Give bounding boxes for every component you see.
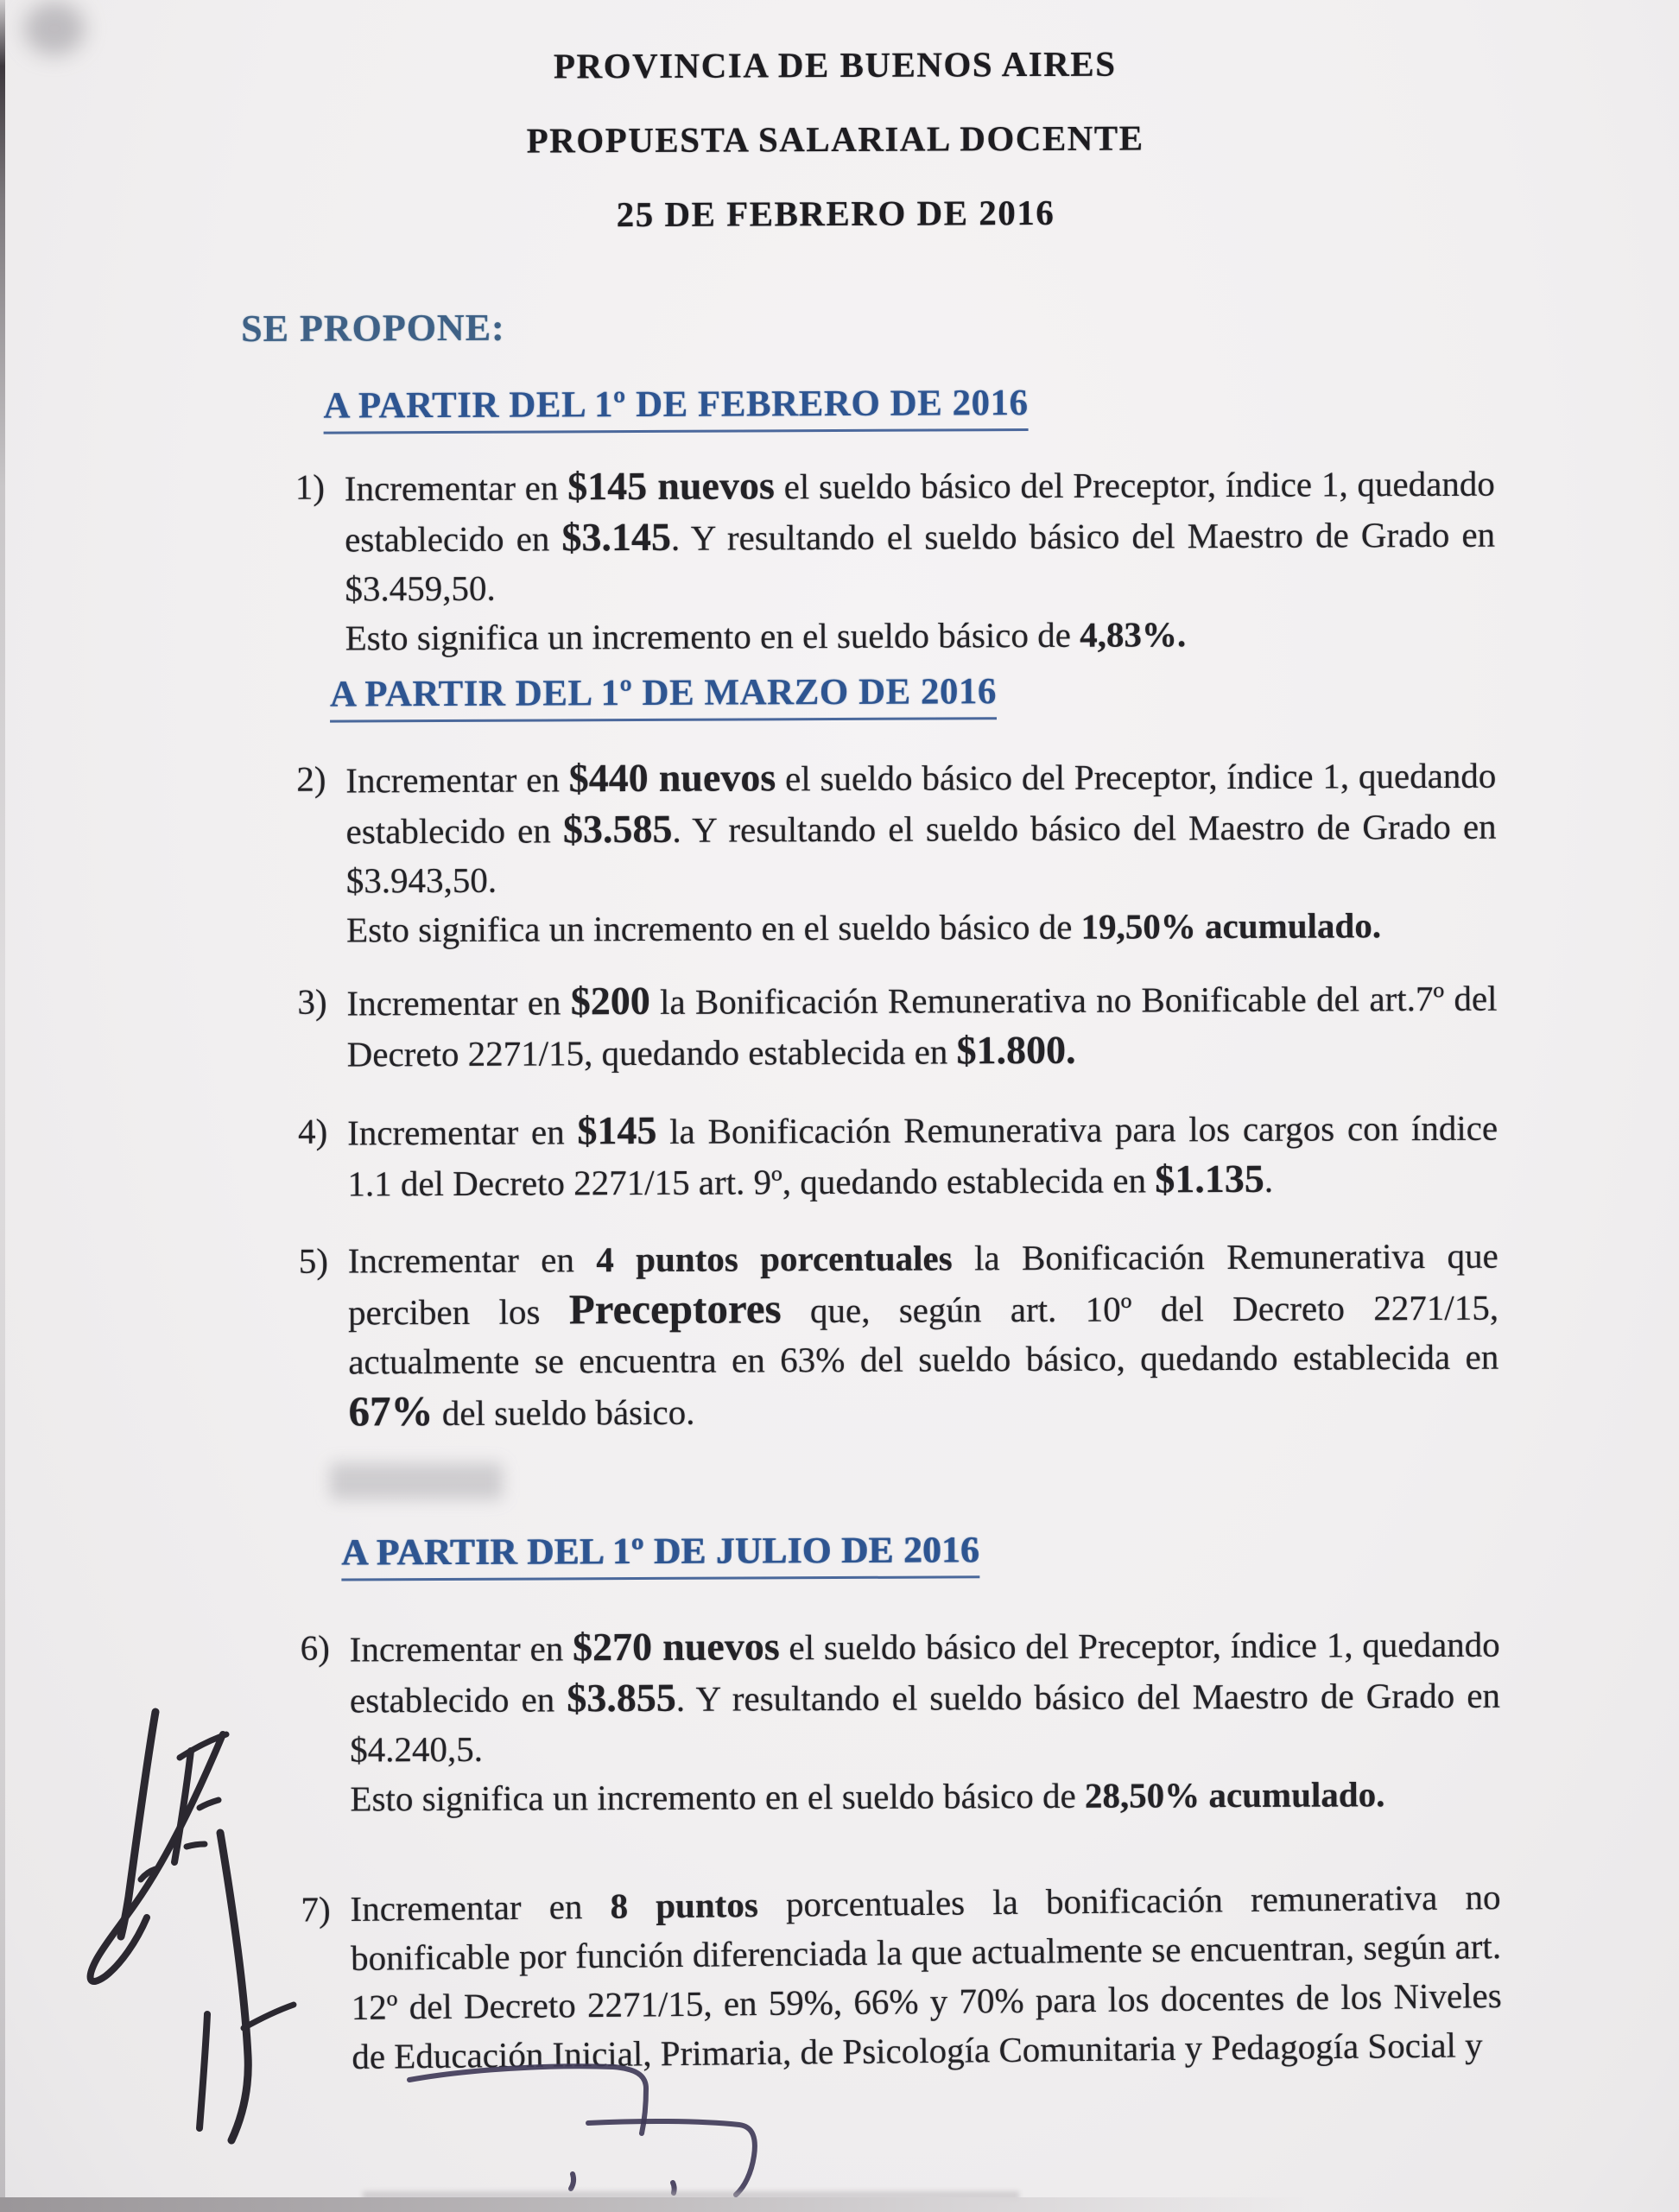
text-segment: 19,50% acumulado.	[1080, 905, 1382, 947]
list-item-2	[0, 749, 1678, 956]
amount-text: $3.585	[562, 806, 673, 852]
item-text	[346, 973, 1498, 1080]
document-title-line-3: 25 DE FEBRERO DE 2016	[616, 192, 1055, 235]
document-title-line-2: PROPUESTA SALARIAL DOCENTE	[526, 117, 1144, 161]
text-segment: Incrementar en	[349, 1628, 573, 1670]
item-text	[347, 1102, 1498, 1209]
section-heading: A PARTIR DEL 1º DE JULIO DE 2016	[341, 1529, 979, 1581]
text-segment: Esto significa un incremento en el sueldo básico de	[346, 906, 1081, 950]
text-segment: Preceptores	[568, 1284, 782, 1334]
item-text	[348, 1232, 1499, 1439]
item-paragraph	[350, 1619, 1501, 1775]
text-segment: .	[1264, 1159, 1274, 1200]
amount-text: $1.800.	[956, 1027, 1076, 1073]
item-paragraph	[345, 609, 1496, 663]
text-segment: que, según art. 10º del Decreto 2271/15, actualmente se encuentra en 63% del sueldo básico, quedando establecida en	[348, 1287, 1499, 1382]
text-segment: Incrementar en	[350, 1886, 611, 1929]
section-1	[0, 345, 1677, 664]
item-number: 1)	[295, 466, 326, 507]
item-text	[350, 1619, 1501, 1824]
item-number: 3)	[297, 981, 327, 1022]
amount-text: $145	[577, 1107, 657, 1153]
list-item-7	[3, 1871, 1679, 2085]
item-paragraph	[345, 458, 1496, 614]
item-paragraph	[347, 1102, 1498, 1209]
text-segment: Incrementar en	[347, 1112, 578, 1153]
text-segment: la Bonificación Remunerativa no Bonificable del art.7º del Decreto 2271/15, quedando establecida en	[346, 978, 1498, 1074]
text-segment: 8 puntos	[610, 1885, 759, 1926]
amount-text: $1.135	[1155, 1156, 1264, 1201]
text-segment: del sueldo básico.	[433, 1391, 695, 1434]
item-number: 7)	[301, 1889, 331, 1930]
item-text	[345, 750, 1497, 955]
text-segment: la Bonificación Remunerativa para los cargos con índice 1.1 del Decreto 2271/15 art. 9º, quedando establecida en	[347, 1107, 1498, 1204]
text-segment: el sueldo básico del Preceptor, índice 1, quedando establecido en	[349, 1624, 1500, 1721]
amount-text: $3.855	[567, 1675, 676, 1721]
item-paragraph	[350, 1770, 1500, 1824]
amount-text: $200	[570, 978, 650, 1024]
intro-heading: SE PROPONE:	[240, 306, 505, 351]
item-paragraph	[350, 1873, 1502, 2082]
text-segment: porcentuales la bonificación remunerativa no bonificable por función diferenciada la que actualmente se encuentran, según art. 12º del Decreto 2271/15, en 59%, 66% y 70% para los docentes de los Niveles de Educación Inicial, Primaria, de Psicología Comunitaria y Pedagogía Social y	[350, 1877, 1502, 2076]
list-item-6	[3, 1618, 1679, 1825]
sections-container	[0, 345, 1679, 2080]
item-paragraph	[346, 901, 1497, 955]
item-number: 6)	[300, 1627, 330, 1668]
text-segment: Incrementar en	[345, 759, 569, 801]
item-number: 5)	[298, 1240, 329, 1281]
item-number: 4)	[298, 1111, 328, 1151]
item-paragraph	[348, 1232, 1499, 1439]
section-3	[2, 1433, 1679, 2080]
text-segment: . Y resultando el sueldo básico del Maestro de Grado en $3.459,50.	[345, 514, 1496, 609]
text-segment: 67%	[348, 1387, 434, 1436]
text-segment: Esto significa un incremento en el sueldo básico de	[350, 1775, 1086, 1819]
text-segment: . Y resultando el sueldo básico del Maestro de Grado en $4.240,5.	[350, 1675, 1501, 1770]
item-number: 2)	[296, 758, 326, 799]
amount-text: $3.145	[561, 514, 672, 560]
section-heading: A PARTIR DEL 1º DE MARZO DE 2016	[330, 670, 997, 722]
text-segment: el sueldo básico del Preceptor, índice 1, quedando establecido en	[345, 755, 1497, 852]
text-segment: 28,50% acumulado.	[1084, 1774, 1385, 1816]
text-segment: 4,83%.	[1080, 614, 1187, 655]
text-segment: la Bonificación Remunerativa que perciben los	[347, 1235, 1498, 1333]
text-segment: 4 puntos porcentuales	[596, 1238, 953, 1280]
amount-text: $440 nuevos	[568, 755, 776, 801]
item-text	[345, 458, 1496, 663]
text-segment: el sueldo básico del Preceptor, índice 1, quedando establecido en	[345, 463, 1495, 560]
document-header	[0, 0, 1676, 237]
amount-text: $270 nuevos	[572, 1624, 780, 1670]
list-item-3	[0, 972, 1679, 1081]
list-item-5	[1, 1231, 1679, 1440]
list-item-1	[0, 457, 1677, 664]
list-item-4	[0, 1101, 1679, 1210]
item-text	[350, 1873, 1502, 2082]
text-segment: Incrementar en	[346, 982, 571, 1024]
text-segment: Incrementar en	[344, 467, 568, 509]
scan-bottom-shadow	[0, 2197, 1679, 2212]
text-segment: Esto significa un incremento en el sueldo básico de	[345, 614, 1080, 658]
section-heading: A PARTIR DEL 1º DE FEBRERO DE 2016	[323, 382, 1028, 434]
text-segment: . Y resultando el sueldo básico del Maestro de Grado en $3.943,50.	[345, 806, 1497, 901]
document-title-line-1: PROVINCIA DE BUENOS AIRES	[553, 43, 1117, 86]
text-segment: Incrementar en	[347, 1239, 597, 1281]
section-2	[0, 657, 1679, 1440]
item-paragraph	[345, 750, 1497, 906]
item-paragraph	[346, 973, 1498, 1080]
amount-text: $145 nuevos	[567, 463, 775, 509]
